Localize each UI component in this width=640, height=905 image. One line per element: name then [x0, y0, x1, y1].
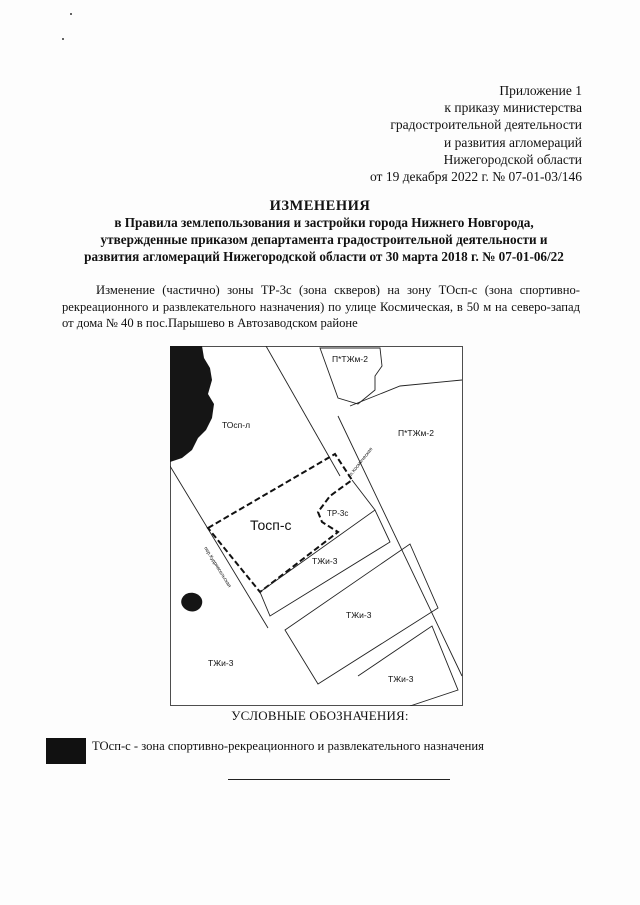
label-tzhi3-d: ТЖи-3 — [388, 674, 414, 684]
label-tosp-s: Тосп-с — [250, 517, 292, 533]
signature-line — [228, 779, 450, 780]
zoning-map — [170, 346, 463, 706]
appendix-line: и развития агломераций — [443, 134, 582, 150]
appendix-line: к приказу министерства — [444, 100, 582, 116]
appendix-line: градостроительной деятельности — [390, 117, 582, 133]
label-tzhi3-a: ТЖи-3 — [312, 556, 338, 566]
map-frame — [171, 347, 463, 706]
appendix-header — [370, 82, 582, 185]
scan-speck — [62, 38, 64, 40]
label-tzhi3-c: ТЖи-3 — [208, 658, 234, 668]
appendix-line: Приложение 1 — [499, 83, 582, 98]
appendix-line: от 19 декабря 2022 г. № 07-01-03/146 — [369, 169, 582, 185]
label-street-2: пер.Кудрявсельская — [202, 545, 233, 589]
subtitle-line: утвержденные приказом департамента градостроительной деятельности и — [100, 232, 548, 247]
label-street-1: ул.Космическая — [346, 446, 375, 480]
label-p-tzhm2-right: П*ТЖм-2 — [398, 428, 434, 438]
subtitle-line: в Правила землепользования и застройки города Нижнего Новгорода, — [114, 215, 534, 230]
legend-item: ТОсп-с - зона спортивно-рекреационного и развлекательного назначения — [92, 739, 484, 753]
label-p-tzhm2-top: П*ТЖм-2 — [332, 354, 368, 364]
document-title: ИЗМЕНЕНИЯ — [269, 198, 371, 214]
label-tosp-l: ТОсп-л — [222, 420, 251, 430]
scan-speck — [70, 13, 72, 15]
label-tzhi3-b: ТЖи-3 — [346, 610, 372, 620]
legend-title: УСЛОВНЫЕ ОБОЗНАЧЕНИЯ: — [231, 708, 409, 723]
label-tr3s: ТР-3с — [327, 509, 349, 518]
document-subtitle — [44, 214, 604, 265]
legend-swatch — [46, 738, 86, 764]
subtitle-line: развития агломераций Нижегородской области от 30 марта 2018 г. № 07-01-06/22 — [84, 249, 564, 264]
change-description: Изменение (частично) зоны ТР-3с (зона скверов) на зону ТОсп-с (зона спортивно-рекреационного и развлекательного назначения) по улице Космическая, в 50 м на северо-запад от дома № 40 в пос.Парышево в Автозаводском районе — [62, 283, 580, 330]
appendix-line: Нижегородской области — [443, 151, 582, 167]
